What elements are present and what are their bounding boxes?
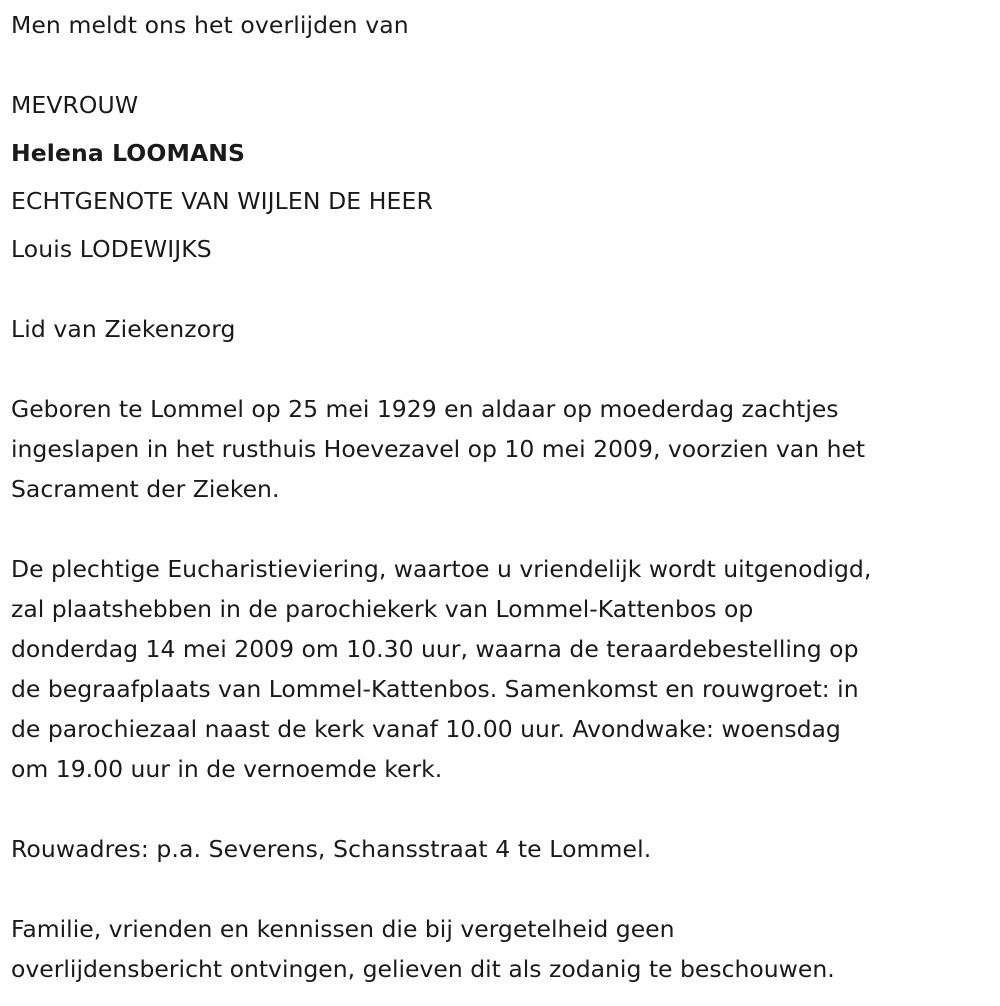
ceremony-line: donderdag 14 mei 2009 om 10.30 uur, waarna de teraardebestelling op bbox=[11, 635, 859, 663]
ceremony-line: de parochiezaal naast de kerk vanaf 10.00 uur. Avondwake: woensdag bbox=[11, 715, 841, 743]
closing-line: overlijdensbericht ontvingen, gelieven dit als zodanig te beschouwen. bbox=[11, 955, 835, 983]
ceremony-paragraph bbox=[11, 549, 996, 789]
title-prefix: MEVROUW bbox=[11, 91, 139, 119]
mourning-address: Rouwadres: p.a. Severens, Schansstraat 4 te Lommel. bbox=[11, 835, 652, 863]
ceremony-line: om 19.00 uur in de vernoemde kerk. bbox=[11, 755, 443, 783]
birth-line: ingeslapen in het rusthuis Hoevezavel op 10 mei 2009, voorzien van het bbox=[11, 435, 866, 463]
birth-line: Sacrament der Zieken. bbox=[11, 475, 280, 503]
closing-line: Familie, vrienden en kennissen die bij vergetelheid geen bbox=[11, 915, 675, 943]
closing-paragraph bbox=[11, 909, 996, 989]
spouse-title: ECHTGENOTE VAN WIJLEN DE HEER bbox=[11, 187, 433, 215]
spouse-name: Louis LODEWIJKS bbox=[11, 235, 212, 263]
membership-text: Lid van Ziekenzorg bbox=[11, 315, 236, 343]
intro-text: Men meldt ons het overlijden van bbox=[11, 11, 409, 39]
ceremony-line: de begraafplaats van Lommel-Kattenbos. Samenkomst en rouwgroet: in bbox=[11, 675, 859, 703]
ceremony-line: zal plaatshebben in de parochiekerk van Lommel-Kattenbos op bbox=[11, 595, 754, 623]
birth-line: Geboren te Lommel op 25 mei 1929 en aldaar op moederdag zachtjes bbox=[11, 395, 839, 423]
deceased-name: Helena LOOMANS bbox=[11, 139, 246, 167]
ceremony-line: De plechtige Eucharistieviering, waartoe u vriendelijk wordt uitgenodigd, bbox=[11, 555, 872, 583]
birth-paragraph bbox=[11, 389, 996, 509]
